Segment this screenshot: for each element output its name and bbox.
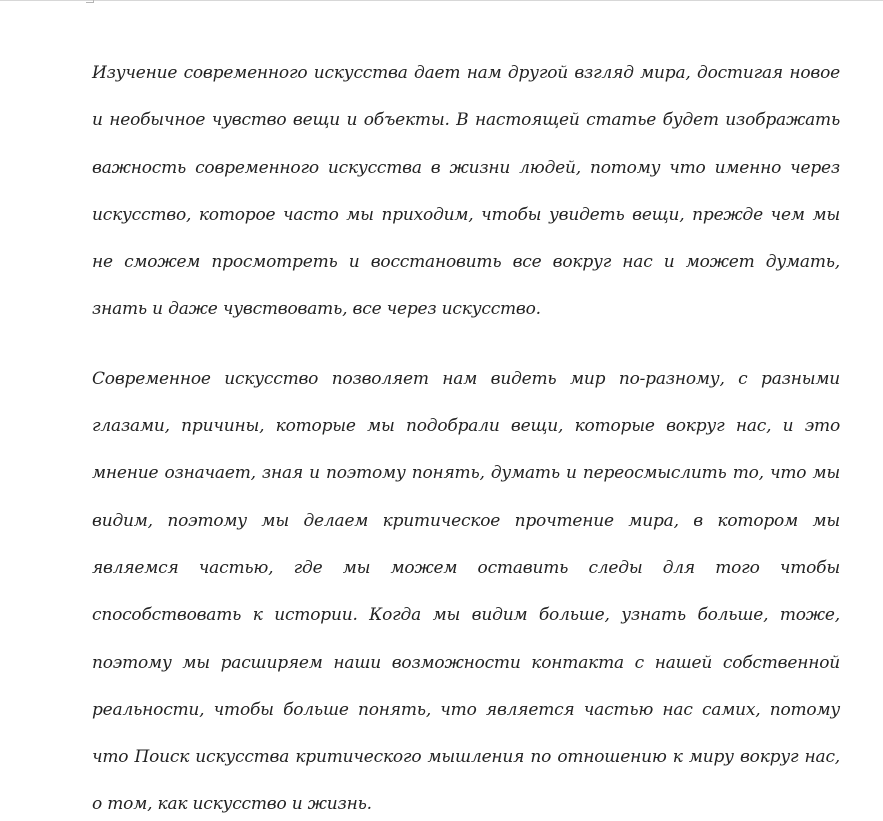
text-boundary-corner-mark xyxy=(86,0,94,3)
paragraph-1[interactable]: Изучение современного искусства дает нам другой взгляд мира, достигая новое и необычное чувство вещи и объекты. В настоящей статье будет изображать важность современного искусства в жизни людей, потому что именно через искусство, которое часто мы приходим, чтобы увидеть вещи, прежде чем мы не сможем просмотреть и восстановить все вокруг нас и может думать, знать и даже чувствовать, все через искусство. xyxy=(92,63,840,320)
document-body[interactable] xyxy=(92,50,840,821)
page-top-edge xyxy=(0,0,883,1)
paragraph-2[interactable]: Современное искусство позволяет нам видеть мир по-разному, с разными глазами, причины, которые мы подобрали вещи, которые вокруг нас, и это мнение означает, зная и поэтому понять, думать и переосмыслить то, что мы видим, поэтому мы делаем критическое прочтение мира, в котором мы являемся частью, где мы можем оставить следы для того чтобы способствовать к истории. Когда мы видим больше, узнать больше, тоже, поэтому мы расширяем наши возможности контакта с нашей собственной реальности, чтобы больше понять, что является частью нас самих, потому что Поиск искусства критического мышления по отношению к миру вокруг нас, о том, как искусство и жизнь. xyxy=(92,368,840,815)
